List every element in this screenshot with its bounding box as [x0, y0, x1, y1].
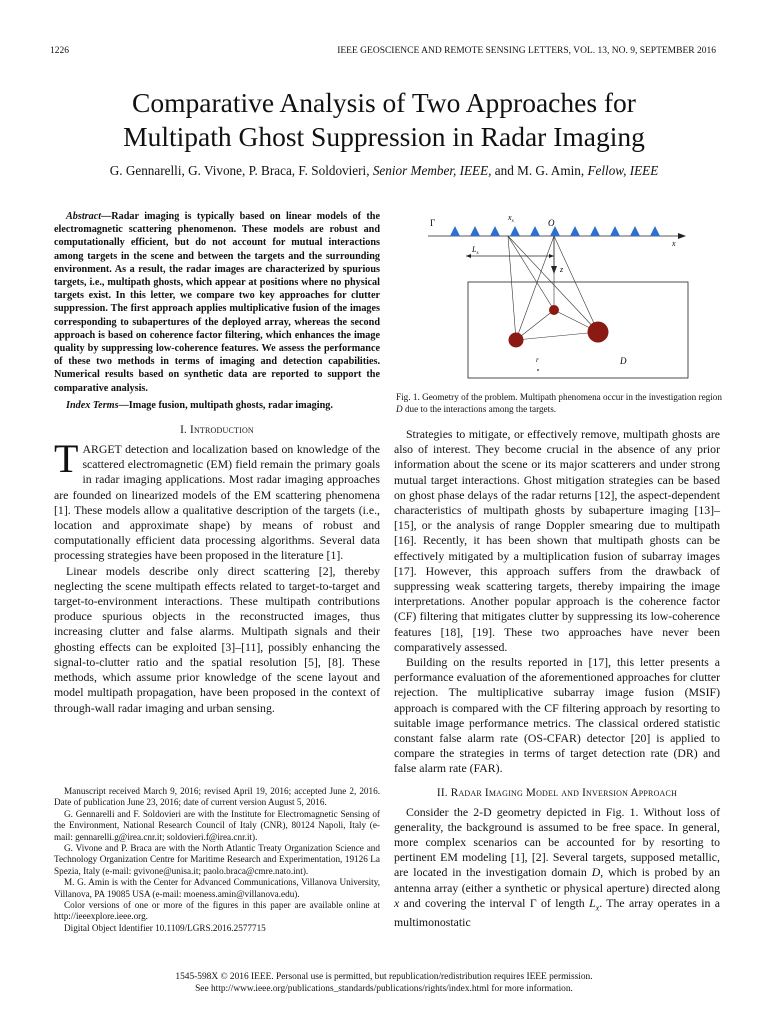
figure-caption-d: D: [396, 403, 403, 414]
right-paragraph-1: Strategies to mitigate, or effectively remove, multipath ghosts are also of interest. They become crucial in the absence of any prior information about the scene or its major scatterers and under strong mutual target interactions. Ghost mitigation strategies can be based on ghost phase delays of the radar returns [12], the aspect-dependent characteristics of multipath ghosts by subaperture imaging [13]–[15], or the analysis of range Doppler smearing due to multipath [16]. Recently, it has been shown that multipath ghosts can be effectively mitigated by a multiplication fusion of subarray images [17]. However, this approach suffers from the drawback of suppressing weak scattering targets, thereby impairing the image interpretations. Another popular approach is the coherence factor (CF) filtering that mitigates clutter by suppressing its low-coherence features [18], [19]. These two approaches have never been comparatively assessed.: [394, 427, 720, 654]
z-axis-label: z: [560, 265, 564, 274]
title-line-1: Comparative Analysis of Two Approaches for: [132, 87, 636, 118]
x-axis-label: x: [672, 239, 676, 248]
section-number-2: II.: [436, 786, 448, 799]
author-list: [40, 163, 728, 179]
drop-cap: T: [54, 436, 79, 482]
section2-text-c: and covering the interval Γ of length: [403, 895, 585, 910]
footnote-vivone: G. Vivone and P. Braca are with the North Atlantic Treaty Organization Science and Technology Organization Centre for Maritime Research and Experimentation, 19126 La Spezia, Italy (e-mail: gvivone@unisa.it; paolo.braca@cmre.nato.int).: [54, 843, 380, 876]
target-left: [509, 333, 524, 348]
left-column: [54, 210, 380, 716]
section-heading-2: [394, 787, 720, 799]
multipath-rays: [508, 236, 598, 340]
page-number: 1226: [50, 46, 69, 56]
target-middle: [549, 305, 559, 315]
copyright-line-1: 1545-598X © 2016 IEEE. Personal use is permitted, but republication/redistribution requires IEEE permission.: [175, 972, 593, 982]
copyright-footer: [40, 971, 728, 995]
section2-x: x: [394, 895, 400, 910]
footnote-gennarelli: G. Gennarelli and F. Soldovieri are with the Institute for Electromagnetic Sensing of the Environment, National Research Council of Italy (CNR), 80124 Napoli, Italy (e-mail: gennarelli.g@irea.cnr.it; soldovieri.f@irea.cnr.it).: [54, 808, 380, 842]
figure-1-caption: [396, 392, 722, 415]
section-number-1: I.: [180, 424, 188, 437]
figure-caption-prefix: Fig. 1.: [396, 392, 420, 402]
antenna-icon: [630, 226, 640, 236]
section2-paragraph-1: [394, 805, 720, 931]
target-right: [588, 322, 609, 343]
antenna-icon: [510, 226, 520, 236]
x-axis-arrowhead: [678, 233, 686, 239]
figure-caption-end: due to the interactions among the targets.: [404, 403, 557, 414]
title-line-2: Multipath Ghost Suppression in Radar Imaging: [123, 121, 645, 152]
abstract-text: —Radar imaging is typically based on linear models of the electromagnetic scattering phenomenon. These models are robust and computationally efficient, but do not account for mutual interactions among targets in the scene and between the targets and the surrounding environment. As a result, the radar images are characterized by spurious targets, i.e., multipath ghosts, which appear at positions where no physical targets exist. In this letter, we compare two key approaches for clutter suppression. The first approach applies multiplicative fusion of the images corresponding to subapertures of the deployed array, whereas the second approach is based on coherence factor filtering, which enhances the image quality by suppressing low-coherence features. We assess the performance of these two methods in terms of imaging and detection capabilities. Numerical results based on synthetic data are reported to support the comparative analysis.: [54, 211, 380, 394]
antenna-icon: [490, 226, 500, 236]
antenna-array: [450, 226, 660, 236]
investigation-domain: [468, 282, 688, 378]
domain-label: D: [620, 356, 627, 366]
right-column: [394, 427, 720, 931]
intro-paragraph-1: [54, 436, 380, 564]
index-terms-lead: Index Terms: [66, 399, 119, 411]
section-title-2: Radar Imaging Model and Inversion Approach: [450, 786, 678, 799]
gamma-label: Γ: [430, 218, 436, 228]
antenna-icon: [470, 226, 480, 236]
paper-title: [40, 86, 728, 154]
antenna-icon: [570, 226, 580, 236]
author-role-2: Fellow, IEEE: [587, 163, 659, 178]
figure-1-geometry: [408, 212, 720, 388]
antenna-icon: [590, 226, 600, 236]
author-last: and M. G. Amin,: [494, 163, 585, 178]
copyright-line-2: See http://www.ieee.org/publications_standards/publications/rights/index.html for more information.: [195, 984, 573, 994]
section2-domain-d: D: [591, 865, 601, 880]
figure-caption-text: Geometry of the problem. Multipath phenomena occur in the investigation region: [422, 392, 722, 402]
footnote-doi: Digital Object Identifier 10.1109/LGRS.2016.2577715: [64, 922, 266, 933]
ls-arrow-right: [549, 254, 554, 258]
author-role-1: Senior Member, IEEE,: [372, 163, 492, 178]
intro-paragraph-1-text: ARGET detection and localization based on knowledge of the scattered electromagnetic (EM) field remain the primary goals in radar imaging applications. Most radar imaging approaches are founded on linearized models of the EM scattering phenomena [1]. These models allow a qualitative description of the targets (i.e., location and approximate shape) by means of robust and computationally efficient data processing algorithms. Several data processing strategies have been proposed in the literature [1].: [54, 442, 380, 563]
section-heading-1: [54, 424, 380, 436]
footnote-received: Manuscript received March 9, 2016; revised April 19, 2016; accepted June 2, 2016. Date of publication June 23, 2016; date of current version August 5, 2016.: [54, 786, 380, 808]
r-label: r: [536, 356, 539, 364]
ls-arrow-left: [466, 254, 471, 258]
footnotes: [54, 786, 380, 934]
antenna-icon: [610, 226, 620, 236]
section2-text-b: , which is probed by an antenna array (either a synthetic or physical aperture) directed along: [394, 865, 720, 895]
index-terms-text: —Image fusion, multipath ghosts, radar imaging.: [118, 399, 333, 411]
section2-text-a: Consider the 2-D geometry depicted in Fig. 1. Without loss of generality, the background is assumed to be free space. In general, more complex scenarios can be accounted for by resorting to pertinent EM modeling [1], [2]. Several targets, supposed metallic, are located in the investigation domain: [394, 804, 720, 880]
antenna-icon: [650, 226, 660, 236]
origin-label: O: [548, 218, 555, 228]
section2-lx: $L_x$: [589, 895, 600, 913]
footnote-amin: M. G. Amin is with the Center for Advanced Communications, Villanova University, Villanova, PA 19085 USA (e-mail: moeness.amin@villanova.edu).: [54, 877, 380, 899]
antenna-icon: [530, 226, 540, 236]
antenna-icon: [450, 226, 460, 236]
abstract-lead: Abstract: [66, 211, 102, 222]
xs-label: $x_s$: [508, 213, 514, 224]
intro-paragraph-2: Linear models describe only direct scattering [2], thereby neglecting the scene multipath effects related to target-to-target and target-to-environment interactions. These multipath contributions produce spurious objects in the reconstructed images, thus increasing clutter and false alarms. Multipath signals and their ghosting effects can be exploited [3]–[11], possibly enhancing the signal-to-clutter ratio and the spatial resolution [5], [8]. These methods, which assume prior knowledge of the scene layout and model multipath propagation, have been proposed in the context of through-wall radar imaging and urban sensing.: [54, 563, 380, 715]
section2-text-e: . The array operates in a multimonostatic: [394, 895, 721, 930]
right-paragraph-2: Building on the results reported in [17], this letter presents a performance evaluation of the aforementioned approaches for clutter rejection. The multiplicative subarray image fusion (MSIF) approach is compared with the CF filtering approach by resorting to suitable image performance metrics. The classical ordered statistic constant false alarm rate (OS-CFAR) detector [20] is applied to compare the strategies in terms of target detection rate (DR) and false alarm rate (FAR).: [394, 655, 720, 776]
footnote-color: Color versions of one or more of the figures in this paper are available online at http://ieeexplore.ieee.org.: [54, 900, 380, 922]
r-point: [537, 369, 539, 371]
author-names: G. Gennarelli, G. Vivone, P. Braca, F. Soldovieri,: [109, 163, 370, 178]
index-terms: [54, 399, 380, 412]
section-title-1: Introduction: [190, 424, 254, 437]
journal-header: IEEE GEOSCIENCE AND REMOTE SENSING LETTERS, VOL. 13, NO. 9, SEPTEMBER 2016: [337, 46, 716, 56]
abstract: [54, 210, 380, 395]
ls-label: $L_s$: [472, 245, 479, 256]
